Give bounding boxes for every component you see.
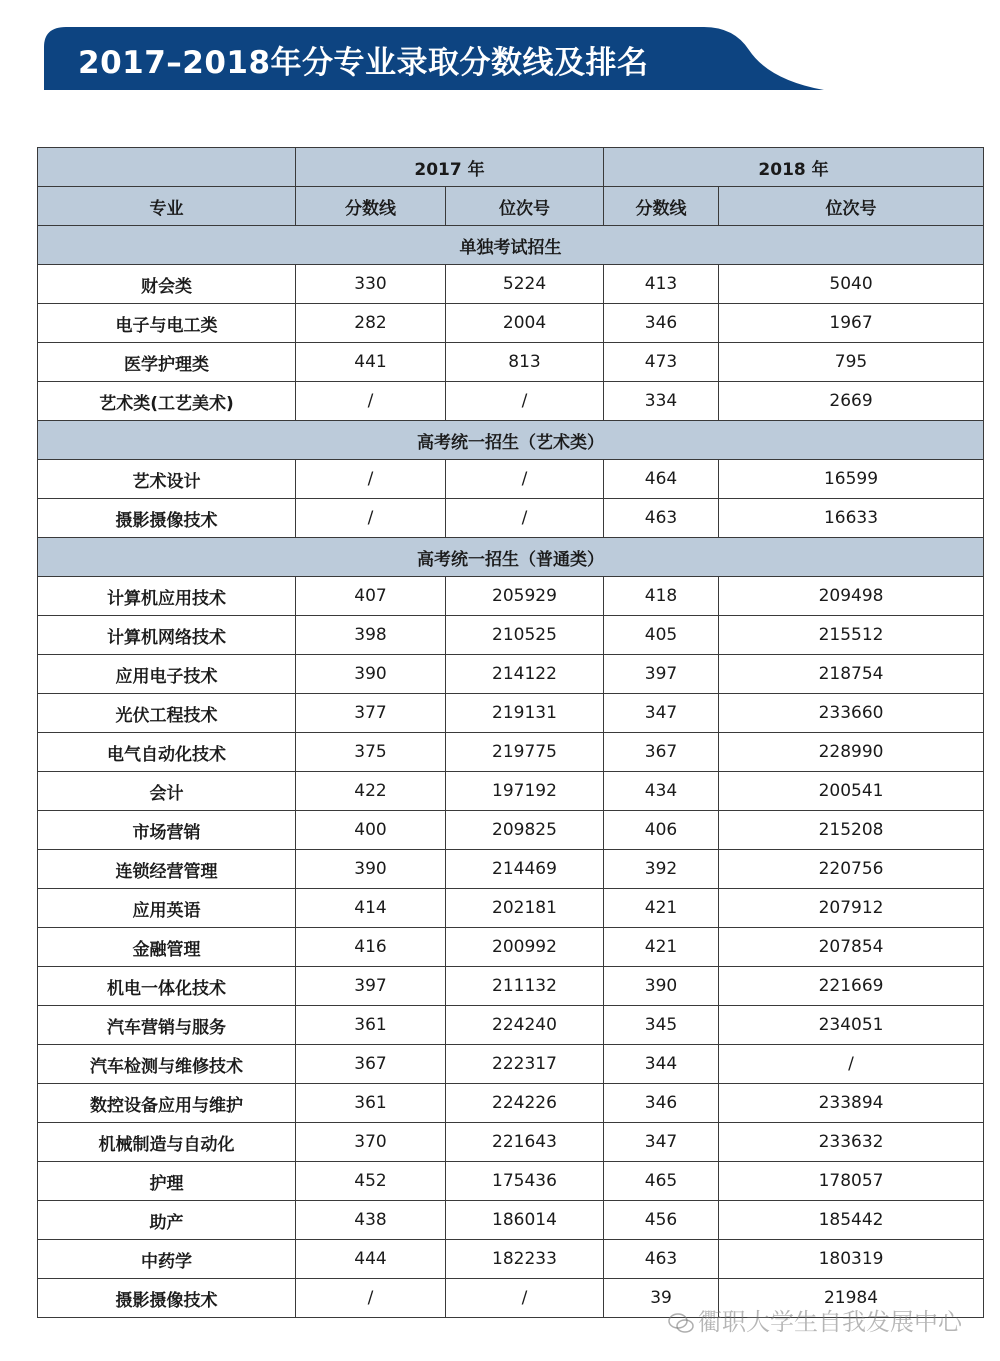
cell-rank-2017: 214122 (446, 655, 604, 694)
cell-rank-2018: 234051 (719, 1006, 984, 1045)
cell-rank-2017: 224240 (446, 1006, 604, 1045)
table-row (38, 850, 984, 889)
table-row (38, 733, 984, 772)
cell-major: 机电一体化技术 (38, 967, 296, 1006)
cell-score-2018: 346 (604, 1084, 719, 1123)
table-row (38, 1123, 984, 1162)
cell-score-2018: 473 (604, 343, 719, 382)
cell-major: 汽车检测与维修技术 (38, 1045, 296, 1084)
header-year-2017: 2017 年 (296, 148, 604, 187)
cell-score-2017: 390 (296, 655, 446, 694)
cell-rank-2017: 813 (446, 343, 604, 382)
table-row (38, 1045, 984, 1084)
cell-rank-2017: 211132 (446, 967, 604, 1006)
cell-major: 应用英语 (38, 889, 296, 928)
cell-score-2017: 441 (296, 343, 446, 382)
cell-score-2018: 397 (604, 655, 719, 694)
cell-score-2017: / (296, 1279, 446, 1318)
cell-rank-2018: 228990 (719, 733, 984, 772)
cell-score-2017: 330 (296, 265, 446, 304)
cell-major: 电气自动化技术 (38, 733, 296, 772)
cell-rank-2017: / (446, 1279, 604, 1318)
cell-rank-2017: 205929 (446, 577, 604, 616)
cell-rank-2018: 178057 (719, 1162, 984, 1201)
cell-rank-2018: 215208 (719, 811, 984, 850)
section-row (38, 226, 984, 265)
table-row (38, 382, 984, 421)
table-row (38, 616, 984, 655)
cell-score-2017: 367 (296, 1045, 446, 1084)
cell-score-2017: 397 (296, 967, 446, 1006)
cell-score-2018: 345 (604, 1006, 719, 1045)
cell-rank-2017: 219775 (446, 733, 604, 772)
watermark-text: 衢职大学生自我发展中心 (698, 1308, 962, 1336)
header-blank (38, 148, 296, 187)
cell-major: 医学护理类 (38, 343, 296, 382)
cell-rank-2018: 221669 (719, 967, 984, 1006)
table-row (38, 265, 984, 304)
cell-rank-2018: 215512 (719, 616, 984, 655)
section-row (38, 538, 984, 577)
cell-score-2017: 438 (296, 1201, 446, 1240)
cell-score-2017: 370 (296, 1123, 446, 1162)
cell-major: 计算机应用技术 (38, 577, 296, 616)
cell-rank-2017: / (446, 382, 604, 421)
cell-major: 连锁经营管理 (38, 850, 296, 889)
cell-rank-2017: 221643 (446, 1123, 604, 1162)
table-row (38, 694, 984, 733)
table-row (38, 460, 984, 499)
cell-rank-2018: 209498 (719, 577, 984, 616)
cell-rank-2017: 214469 (446, 850, 604, 889)
cell-score-2018: 347 (604, 1123, 719, 1162)
cell-rank-2017: 222317 (446, 1045, 604, 1084)
table-row (38, 577, 984, 616)
cell-rank-2017: 2004 (446, 304, 604, 343)
cell-rank-2017: 182233 (446, 1240, 604, 1279)
table-row (38, 1084, 984, 1123)
cell-rank-2018: 1967 (719, 304, 984, 343)
cell-score-2018: 421 (604, 928, 719, 967)
header-rank-2018: 位次号 (719, 187, 984, 226)
cell-score-2018: 344 (604, 1045, 719, 1084)
table-row (38, 655, 984, 694)
cell-score-2018: 464 (604, 460, 719, 499)
cell-score-2018: 421 (604, 889, 719, 928)
cell-rank-2018: 16633 (719, 499, 984, 538)
table-row (38, 889, 984, 928)
table-row (38, 1201, 984, 1240)
cell-major: 艺术类(工艺美术) (38, 382, 296, 421)
cell-score-2018: 465 (604, 1162, 719, 1201)
cell-score-2018: 39 (604, 1279, 719, 1318)
header-row-years (38, 148, 984, 187)
cell-major: 光伏工程技术 (38, 694, 296, 733)
cell-score-2018: 406 (604, 811, 719, 850)
cell-rank-2018: 220756 (719, 850, 984, 889)
cell-rank-2017: 175436 (446, 1162, 604, 1201)
cell-rank-2018: 2669 (719, 382, 984, 421)
cell-rank-2018: 5040 (719, 265, 984, 304)
cell-score-2018: 418 (604, 577, 719, 616)
table-row (38, 967, 984, 1006)
header-year-2018: 2018 年 (604, 148, 984, 187)
watermark (668, 1302, 962, 1337)
cell-score-2017: / (296, 460, 446, 499)
cell-score-2017: 407 (296, 577, 446, 616)
cell-rank-2017: 200992 (446, 928, 604, 967)
cell-score-2017: 361 (296, 1006, 446, 1045)
cell-rank-2018: 21984 (719, 1279, 984, 1318)
header-rank-2017: 位次号 (446, 187, 604, 226)
cell-rank-2018: / (719, 1045, 984, 1084)
cell-rank-2017: 219131 (446, 694, 604, 733)
section-title: 高考统一招生（艺术类） (38, 421, 984, 460)
header-score-2018: 分数线 (604, 187, 719, 226)
cell-major: 财会类 (38, 265, 296, 304)
cell-major: 数控设备应用与维护 (38, 1084, 296, 1123)
cell-score-2017: 422 (296, 772, 446, 811)
table-row (38, 1162, 984, 1201)
cell-score-2018: 390 (604, 967, 719, 1006)
section-row (38, 421, 984, 460)
cell-rank-2018: 233894 (719, 1084, 984, 1123)
cell-score-2018: 334 (604, 382, 719, 421)
cell-major: 金融管理 (38, 928, 296, 967)
cell-rank-2017: 186014 (446, 1201, 604, 1240)
cell-major: 计算机网络技术 (38, 616, 296, 655)
cell-rank-2018: 200541 (719, 772, 984, 811)
cell-rank-2018: 185442 (719, 1201, 984, 1240)
cell-score-2018: 463 (604, 499, 719, 538)
cell-major: 市场营销 (38, 811, 296, 850)
table-row (38, 928, 984, 967)
cell-score-2017: / (296, 499, 446, 538)
cell-score-2018: 456 (604, 1201, 719, 1240)
cell-score-2018: 367 (604, 733, 719, 772)
table-row (38, 499, 984, 538)
wechat-icon (668, 1312, 694, 1334)
section-title: 高考统一招生（普通类） (38, 538, 984, 577)
cell-score-2017: 377 (296, 694, 446, 733)
cell-major: 应用电子技术 (38, 655, 296, 694)
cell-rank-2018: 207854 (719, 928, 984, 967)
cell-major: 中药学 (38, 1240, 296, 1279)
table-row (38, 1006, 984, 1045)
cell-rank-2017: 202181 (446, 889, 604, 928)
cell-rank-2017: / (446, 460, 604, 499)
cell-rank-2018: 207912 (719, 889, 984, 928)
cell-score-2017: / (296, 382, 446, 421)
cell-rank-2018: 233632 (719, 1123, 984, 1162)
header-score-2017: 分数线 (296, 187, 446, 226)
cell-rank-2018: 180319 (719, 1240, 984, 1279)
cell-score-2017: 416 (296, 928, 446, 967)
cell-score-2018: 463 (604, 1240, 719, 1279)
cell-major: 汽车营销与服务 (38, 1006, 296, 1045)
header-major: 专业 (38, 187, 296, 226)
table-row (38, 1240, 984, 1279)
cell-major: 会计 (38, 772, 296, 811)
cell-score-2018: 405 (604, 616, 719, 655)
cell-rank-2018: 218754 (719, 655, 984, 694)
section-title: 单独考试招生 (38, 226, 984, 265)
cell-score-2017: 444 (296, 1240, 446, 1279)
cell-major: 助产 (38, 1201, 296, 1240)
cell-score-2018: 434 (604, 772, 719, 811)
cell-rank-2018: 16599 (719, 460, 984, 499)
cell-score-2017: 375 (296, 733, 446, 772)
cell-score-2017: 282 (296, 304, 446, 343)
cell-rank-2017: 197192 (446, 772, 604, 811)
cell-score-2017: 398 (296, 616, 446, 655)
table-row (38, 772, 984, 811)
cell-rank-2017: 224226 (446, 1084, 604, 1123)
cell-score-2018: 413 (604, 265, 719, 304)
cell-rank-2017: 210525 (446, 616, 604, 655)
cell-rank-2017: 5224 (446, 265, 604, 304)
cell-major: 艺术设计 (38, 460, 296, 499)
cell-major: 摄影摄像技术 (38, 499, 296, 538)
cell-score-2017: 414 (296, 889, 446, 928)
header-row-columns (38, 187, 984, 226)
cell-score-2017: 452 (296, 1162, 446, 1201)
cell-score-2018: 346 (604, 304, 719, 343)
cell-major: 机械制造与自动化 (38, 1123, 296, 1162)
cell-major: 电子与电工类 (38, 304, 296, 343)
table-row (38, 811, 984, 850)
table-row (38, 343, 984, 382)
cell-rank-2018: 795 (719, 343, 984, 382)
table-row (38, 304, 984, 343)
admission-scores-table (37, 147, 984, 1318)
cell-major: 护理 (38, 1162, 296, 1201)
cell-score-2017: 400 (296, 811, 446, 850)
cell-rank-2017: 209825 (446, 811, 604, 850)
cell-score-2018: 347 (604, 694, 719, 733)
cell-score-2017: 390 (296, 850, 446, 889)
cell-score-2017: 361 (296, 1084, 446, 1123)
title-banner (44, 25, 824, 90)
page-title: 2017–2018年分专业录取分数线及排名 (78, 45, 649, 81)
cell-rank-2018: 233660 (719, 694, 984, 733)
cell-major: 摄影摄像技术 (38, 1279, 296, 1318)
cell-rank-2017: / (446, 499, 604, 538)
cell-score-2018: 392 (604, 850, 719, 889)
